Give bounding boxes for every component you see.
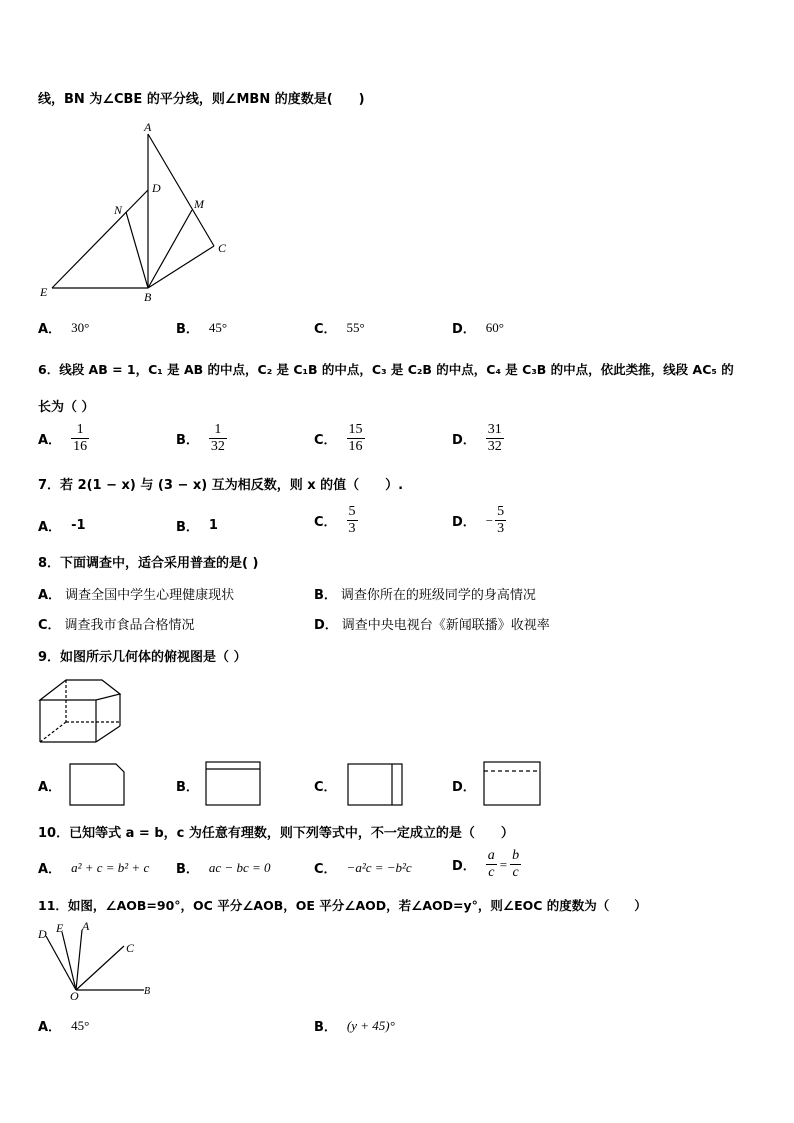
q9-option-d-letter: D．: [452, 780, 476, 795]
q5-label-N: N: [114, 203, 123, 217]
q6-stem-line1: 6．线段 AB = 1，C₁ 是 AB 的中点，C₂ 是 C₁B 的中点，C₃ 是 C₂B 的中点，C₄ 是 C₃B 的中点，依此类推，线段 AC₅ 的: [38, 362, 734, 377]
q7-option-c: C． $\frac{5}{3}$: [314, 504, 356, 536]
q10-stem: 10．已知等式 a = b，c 为任意有理数，则下列等式中，不一定成立的是（ ）: [38, 826, 514, 841]
q9-option-b-letter: B．: [176, 780, 199, 795]
q9-option-b-view: [204, 760, 262, 808]
q6-option-c: C． $\frac{15}{16}$: [314, 422, 363, 454]
q9-solid-figure: [38, 676, 124, 746]
q8-stem: 8．下面调查中，适合采用普查的是( ): [38, 556, 259, 571]
q11-option-a: A． 45°: [38, 1017, 90, 1035]
q9-option-c-view: [346, 762, 404, 808]
q5-option-d: D． 60°: [452, 319, 504, 337]
q5-figure: [34, 118, 244, 308]
q5-label-E: E: [40, 285, 48, 299]
q10-option-c: C． −a²c = −b²c: [314, 859, 412, 877]
q11-label-O: O: [70, 989, 79, 1002]
q7-stem: 7．若 2(1 − x) 与 (3 − x) 互为相反数，则 x 的值（ ）.: [38, 478, 404, 493]
q9-option-c-letter: C．: [314, 780, 337, 795]
q5-label-M: M: [194, 197, 204, 211]
q8-option-d: D． 调查中央电视台《新闻联播》收视率: [314, 618, 550, 633]
q10-option-d: D． $\frac{a}{c}$ = $\frac{b}{c}$: [452, 848, 520, 880]
q8-option-a: A． 调查全国中学生心理健康现状: [38, 588, 235, 603]
q5-option-a: A． 30°: [38, 319, 90, 337]
q5-label-D: D: [152, 181, 161, 195]
q5-option-c: C． 55°: [314, 319, 365, 337]
q10-option-a: A． a² + c = b² + c: [38, 859, 150, 877]
q11-label-C: C: [126, 941, 135, 955]
q11-label-B: B: [144, 986, 151, 997]
q7-option-d: D． − $\frac{5}{3}$: [452, 504, 505, 536]
q5-label-C: C: [218, 241, 227, 255]
q6-stem-line2: 长为（ ）: [38, 400, 95, 415]
q5-label-A: A: [144, 120, 152, 134]
q5-option-b: B． 45°: [176, 319, 228, 337]
q5-stem: 线，BN 为∠CBE 的平分线，则∠MBN 的度数是( ): [38, 92, 365, 107]
q9-option-d-view: [482, 760, 544, 808]
q6-option-d: D． $\frac{31}{32}$: [452, 422, 502, 454]
q11-figure: [34, 920, 164, 1002]
q6-option-b: B． $\frac{1}{32}$: [176, 422, 225, 454]
q8-option-c: C． 调查我市食品合格情况: [38, 618, 195, 633]
q7-option-b: B． 1: [176, 518, 218, 535]
q11-label-D: D: [38, 927, 47, 941]
q10-option-b: B． ac − bc = 0: [176, 859, 271, 877]
q6-option-a: A． $\frac{1}{16}$: [38, 422, 88, 454]
q7-option-a: A． -1: [38, 518, 86, 535]
q11-option-b: B． (y + 45)°: [314, 1017, 395, 1035]
q9-stem: 9．如图所示几何体的俯视图是（ ）: [38, 650, 247, 665]
q9-option-a-view: [68, 762, 128, 808]
q8-option-b: B． 调查你所在的班级同学的身高情况: [314, 588, 536, 603]
q5-label-B: B: [144, 290, 152, 304]
q9-option-a-letter: A．: [38, 780, 62, 795]
q11-stem: 11．如图，∠AOB=90°，OC 平分∠AOB，OE 平分∠AOD，若∠AOD=y°，则∠EOC 的度数为（ ）: [38, 898, 647, 913]
q11-label-A: A: [82, 920, 90, 933]
q11-label-E: E: [56, 921, 64, 935]
